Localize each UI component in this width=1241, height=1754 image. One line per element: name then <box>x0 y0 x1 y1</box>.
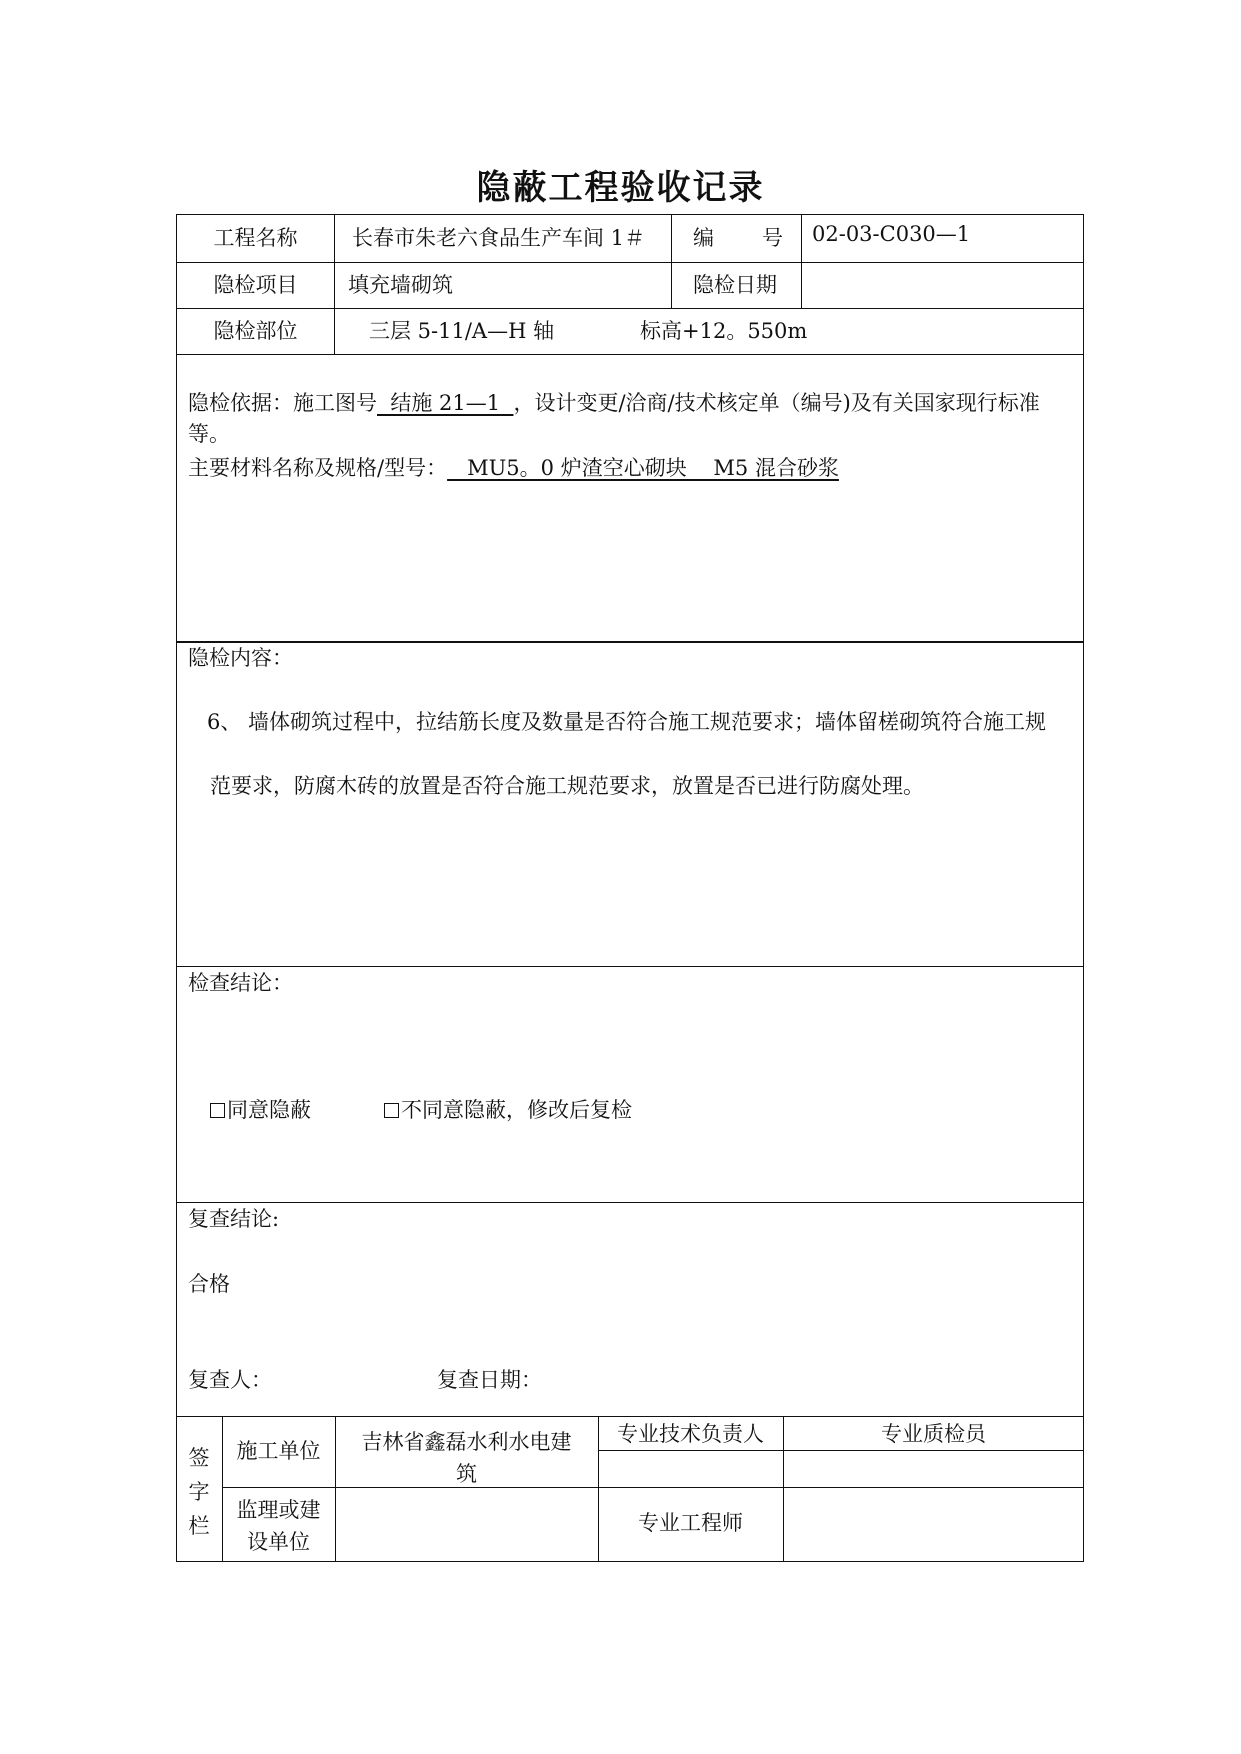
supervisor-label-line: 设单位 <box>247 1530 310 1554</box>
row-divider <box>176 262 1084 263</box>
section-divider <box>176 966 1084 967</box>
col-divider <box>334 214 335 354</box>
number-value: 02-03-C030—1 <box>812 222 971 246</box>
section-divider <box>176 1416 1084 1417</box>
supervisor-label-line: 监理或建 <box>236 1498 321 1522</box>
checkbox-disagree[interactable] <box>384 1103 399 1118</box>
tech-lead-label: 专业技术负责人 <box>617 1422 764 1446</box>
content-line-1: 6、 墙体砌筑过程中，拉结筋长度及数量是否符合施工规范要求；墙体留槎砌筑符合施工规 <box>207 710 1047 734</box>
section-divider <box>176 641 1084 643</box>
basis-line <box>188 393 1040 414</box>
signature-char: 签 <box>188 1446 210 1470</box>
section-divider <box>176 1202 1084 1203</box>
content-line-2: 范要求，防腐木砖的放置是否符合施工规范要求，放置是否已进行防腐处理。 <box>210 774 924 798</box>
project-name-value: 长春市朱老六食品生产车间 1＃ <box>352 226 646 250</box>
location-label: 隐检部位 <box>213 319 298 343</box>
supervisor-label <box>222 1494 335 1558</box>
signature-char: 栏 <box>188 1514 210 1538</box>
review-result: 合格 <box>188 1272 230 1296</box>
signature-section-label <box>176 1441 222 1543</box>
number-label <box>693 228 783 249</box>
signature-char: 字 <box>188 1480 210 1504</box>
date-label: 隐检日期 <box>693 273 777 297</box>
review-label: 复查结论: <box>188 1207 280 1231</box>
record-form <box>176 214 1084 1562</box>
content-label: 隐检内容： <box>188 646 293 670</box>
location-value: 三层 5-11/A—H 轴 <box>369 319 555 343</box>
material-spec: MU5。0 炉渣空心砌块 M5 混合砂浆 <box>447 456 839 480</box>
signature-divider <box>598 1450 1084 1451</box>
option-agree-label: 同意隐蔽 <box>227 1098 311 1122</box>
contractor-name-line: 筑 <box>456 1462 477 1486</box>
option-disagree[interactable] <box>384 1100 632 1121</box>
option-disagree-label: 不同意隐蔽，修改后复检 <box>401 1098 632 1122</box>
page-title: 隐蔽工程验收记录 <box>476 168 765 208</box>
row-divider <box>176 354 1084 355</box>
contractor-name-line: 吉林省鑫磊水利水电建 <box>361 1430 572 1454</box>
number-label-char: 号 <box>762 226 783 250</box>
row-divider <box>176 308 1084 309</box>
item-label: 隐检项目 <box>213 273 298 297</box>
basis-line-2: 等。 <box>188 422 230 446</box>
col-divider <box>801 214 802 308</box>
contractor-label: 施工单位 <box>236 1439 321 1463</box>
elevation-value: 标高+12。550m <box>640 319 808 343</box>
conclusion-label: 检查结论： <box>188 971 293 995</box>
material-prefix: 主要材料名称及规格/型号： <box>188 456 448 480</box>
basis-suffix: ，设计变更/洽商/技术核定单（编号)及有关国家现行标准 <box>513 391 1040 415</box>
project-name-label: 工程名称 <box>213 226 298 250</box>
contractor-name <box>335 1426 598 1490</box>
option-agree[interactable] <box>210 1100 311 1121</box>
item-value: 填充墙砌筑 <box>348 273 453 297</box>
material-line <box>188 458 839 479</box>
drawing-number: 结施 21—1 <box>377 391 514 415</box>
reviewer-label: 复查人： <box>188 1368 272 1392</box>
number-label-char: 编 <box>693 226 714 250</box>
engineer-label: 专业工程师 <box>638 1511 743 1535</box>
basis-prefix: 隐检依据：施工图号 <box>188 391 377 415</box>
checkbox-agree[interactable] <box>210 1103 225 1118</box>
review-date-label: 复查日期： <box>437 1368 542 1392</box>
qc-label: 专业质检员 <box>881 1422 986 1446</box>
col-divider <box>671 214 672 308</box>
